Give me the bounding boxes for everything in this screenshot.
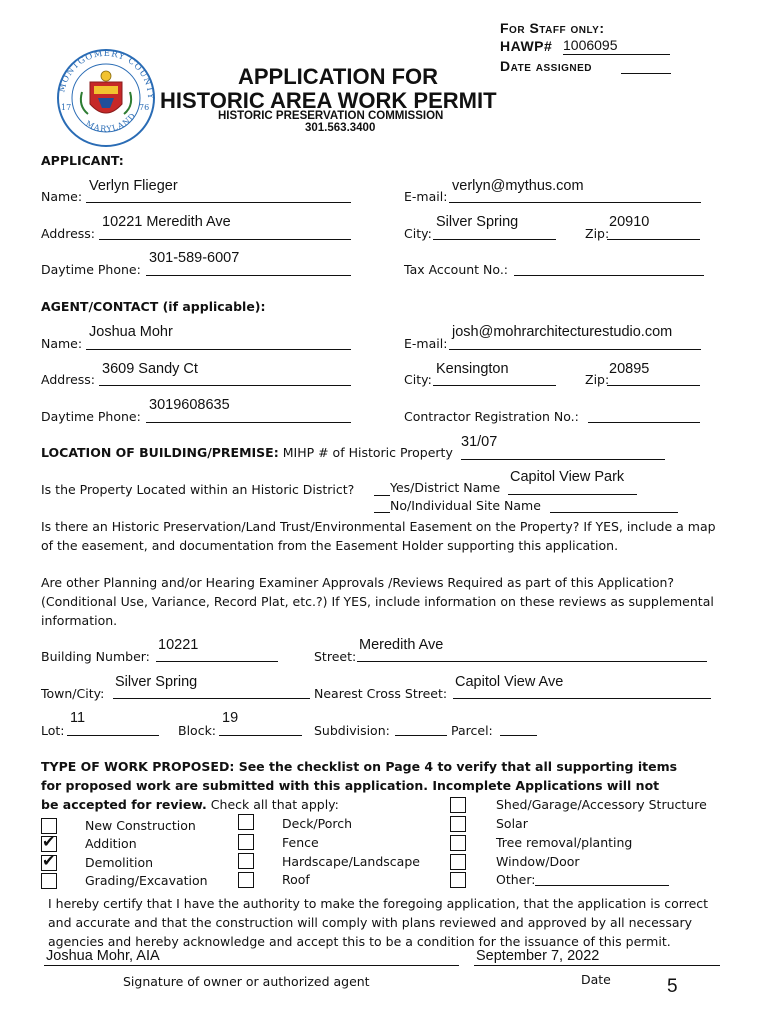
checkbox-shed[interactable] <box>450 797 466 813</box>
district-yes-label: Yes/District Name <box>390 480 501 495</box>
applicant-zip-value[interactable]: 20910 <box>609 214 650 230</box>
label-addition: Addition <box>85 836 137 851</box>
agent-city-value[interactable]: Kensington <box>436 361 509 377</box>
label-roof: Roof <box>282 872 310 887</box>
mihp-value[interactable]: 31/07 <box>461 434 498 450</box>
work-heading-line-1: TYPE OF WORK PROPOSED: See the checklist on Page 4 to verify that all supporting items <box>41 759 678 774</box>
title-line-2: HISTORIC AREA WORK PERMIT <box>160 88 497 113</box>
checkbox-window-door[interactable] <box>450 854 466 870</box>
approvals-paragraph: Are other Planning and/or Hearing Examiner Approvals /Reviews Required as part of this Application? (Conditional Use, Variance, Record Plat, etc.?) If YES, include information on these reviews as supplemental information. <box>41 575 714 628</box>
label-other: Other: <box>496 872 536 887</box>
block-label: Block: <box>178 723 217 738</box>
applicant-email-field <box>449 202 701 203</box>
district-question: Is the Property Located within an Historic District? <box>41 482 355 497</box>
lot-label: Lot: <box>41 723 65 738</box>
checkbox-hardscape[interactable] <box>238 853 254 869</box>
agent-zip-value[interactable]: 20895 <box>609 361 650 377</box>
agent-email-label: E-mail: <box>404 336 448 351</box>
agent-phone-label: Daytime Phone: <box>41 409 141 424</box>
date-assigned-line[interactable] <box>621 73 671 74</box>
applicant-heading: APPLICANT: <box>41 153 124 168</box>
block-value[interactable]: 19 <box>222 710 239 726</box>
lot-value[interactable]: 11 <box>70 710 86 726</box>
label-demolition: Demolition <box>85 855 154 870</box>
applicant-zip-field <box>607 239 700 240</box>
label-shed: Shed/Garage/Accessory Structure <box>496 797 707 812</box>
applicant-email-label: E-mail: <box>404 189 448 204</box>
checkmark-icon: ✔ <box>42 832 56 851</box>
agent-phone-field <box>146 422 351 423</box>
applicant-city-label: City: <box>404 226 432 241</box>
commission-phone: 301.563.3400 <box>305 122 376 134</box>
checkmark-icon: ✔ <box>42 851 56 870</box>
signature-line <box>44 965 459 966</box>
contractor-label: Contractor Registration No.: <box>404 409 579 424</box>
parcel-field[interactable] <box>500 735 537 736</box>
checkbox-other[interactable] <box>450 872 466 888</box>
site-name-field[interactable] <box>550 512 678 513</box>
work-heading-line-3 <box>41 797 339 812</box>
label-new-construction: New Construction <box>85 818 196 833</box>
label-fence: Fence <box>282 835 319 850</box>
street-value[interactable]: Meredith Ave <box>359 637 444 653</box>
checkbox-roof[interactable] <box>238 872 254 888</box>
agent-city-label: City: <box>404 372 432 387</box>
work-heading-check: Check all that apply: <box>210 797 339 812</box>
seal-year-right: 76 <box>139 103 150 112</box>
agent-address-value[interactable]: 3609 Sandy Ct <box>102 361 198 377</box>
agent-heading: AGENT/CONTACT (if applicable): <box>41 299 266 314</box>
agent-name-label: Name: <box>41 336 83 351</box>
tax-account-field[interactable] <box>514 275 704 276</box>
label-grading: Grading/Excavation <box>85 873 208 888</box>
date-label: Date <box>581 972 611 987</box>
location-line <box>41 445 453 460</box>
district-name-field <box>508 494 637 495</box>
agent-phone-value[interactable]: 3019608635 <box>149 397 230 413</box>
applicant-address-label: Address: <box>41 226 95 241</box>
label-deck-porch: Deck/Porch <box>282 816 353 831</box>
agent-address-field <box>99 385 351 386</box>
cross-street-field <box>453 698 711 699</box>
agent-name-value[interactable]: Joshua Mohr <box>89 324 173 340</box>
hawp-line <box>563 54 670 55</box>
contractor-field[interactable] <box>588 422 700 423</box>
commission-name: HISTORIC PRESERVATION COMMISSION <box>218 110 444 122</box>
parcel-label: Parcel: <box>451 723 493 738</box>
agent-zip-label: Zip: <box>585 372 610 387</box>
title-line-1: APPLICATION FOR <box>238 64 439 89</box>
label-tree: Tree removal/planting <box>496 835 633 850</box>
page-number: 5 <box>667 976 678 997</box>
block-field <box>219 735 302 736</box>
mihp-label: MIHP # of Historic Property <box>282 445 453 460</box>
lot-field <box>67 735 159 736</box>
seal-bottom-text: MARYLAND <box>84 110 138 134</box>
agent-zip-field <box>607 385 700 386</box>
agent-city-field <box>433 385 556 386</box>
applicant-name-field <box>86 202 351 203</box>
subdivision-label: Subdivision: <box>314 723 390 738</box>
district-yes-blank[interactable] <box>374 495 390 496</box>
applicant-phone-field <box>146 275 351 276</box>
mihp-field <box>461 459 665 460</box>
checkbox-demolition[interactable] <box>41 851 57 871</box>
checkbox-grading[interactable] <box>41 873 57 889</box>
certification-paragraph: I hereby certify that I have the authority to make the foregoing application, that the application is correct and accurate and that the construction will comply with plans reviewed and approved by all necessary agencies and hereby acknowledge and accept this to be a condition for the issuance of this permit. <box>48 896 709 949</box>
signature-date[interactable]: September 7, 2022 <box>476 948 600 964</box>
agent-name-field <box>86 349 351 350</box>
other-field[interactable] <box>535 885 669 886</box>
cross-street-value[interactable]: Capitol View Ave <box>455 674 564 690</box>
applicant-address-value[interactable]: 10221 Meredith Ave <box>102 214 231 230</box>
applicant-zip-label: Zip: <box>585 226 610 241</box>
town-value[interactable]: Silver Spring <box>115 674 198 690</box>
applicant-name-value[interactable]: Verlyn Flieger <box>89 178 178 194</box>
easement-paragraph: Is there an Historic Preservation/Land Trust/Environmental Easement on the Property? If YES, include a map of the easement, and documentation from the Easement Holder supporting this application. <box>41 519 716 553</box>
district-no-label: No/Individual Site Name <box>390 498 541 513</box>
label-window-door: Window/Door <box>496 854 580 869</box>
building-number-value[interactable]: 10221 <box>158 637 199 653</box>
building-number-label: Building Number: <box>41 649 150 664</box>
building-number-field <box>156 661 278 662</box>
location-heading: LOCATION OF BUILDING/PREMISE: <box>41 445 279 460</box>
hawp-number[interactable]: 1006095 <box>563 37 618 53</box>
date-assigned-label: Date assigned <box>500 58 592 74</box>
seal-top-text: MONTGOMERY COUNTY <box>57 48 156 101</box>
checkbox-deck-porch[interactable] <box>238 814 254 830</box>
street-label: Street: <box>314 649 357 664</box>
agent-email-value[interactable]: josh@mohrarchitecturestudio.com <box>452 324 673 340</box>
checkbox-addition[interactable] <box>41 832 57 852</box>
signer-name[interactable]: Joshua Mohr, AIA <box>46 948 160 964</box>
applicant-phone-value[interactable]: 301-589-6007 <box>149 250 240 266</box>
subdivision-field[interactable] <box>395 735 447 736</box>
agent-email-field <box>449 349 701 350</box>
county-seal-logo <box>50 42 162 148</box>
applicant-city-value[interactable]: Silver Spring <box>436 214 519 230</box>
applicant-name-label: Name: <box>41 189 83 204</box>
applicant-phone-label: Daytime Phone: <box>41 262 141 277</box>
agent-address-label: Address: <box>41 372 95 387</box>
cross-street-label: Nearest Cross Street: <box>314 686 448 701</box>
tax-account-label: Tax Account No.: <box>404 262 509 277</box>
town-field <box>113 698 310 699</box>
staff-heading: For Staff only: <box>500 20 605 36</box>
applicant-email-value[interactable]: verlyn@mythus.com <box>452 178 584 194</box>
town-label: Town/City: <box>41 686 105 701</box>
district-name-value[interactable]: Capitol View Park <box>510 469 625 485</box>
applicant-city-field <box>433 239 556 240</box>
checkbox-tree[interactable] <box>450 835 466 851</box>
checkbox-fence[interactable] <box>238 834 254 850</box>
label-solar: Solar <box>496 816 528 831</box>
signature-label: Signature of owner or authorized agent <box>123 974 370 989</box>
work-heading-line-2: for proposed work are submitted with this application. Incomplete Applications will not <box>41 778 660 793</box>
date-line <box>474 965 720 966</box>
district-no-blank[interactable] <box>374 512 390 513</box>
label-hardscape: Hardscape/Landscape <box>282 854 420 869</box>
checkbox-solar[interactable] <box>450 816 466 832</box>
work-heading-bold: be accepted for review. <box>41 797 207 812</box>
applicant-address-field <box>99 239 351 240</box>
hawp-label: HAWP# <box>500 38 553 54</box>
seal-year-left: 17 <box>61 103 72 112</box>
street-field <box>357 661 707 662</box>
